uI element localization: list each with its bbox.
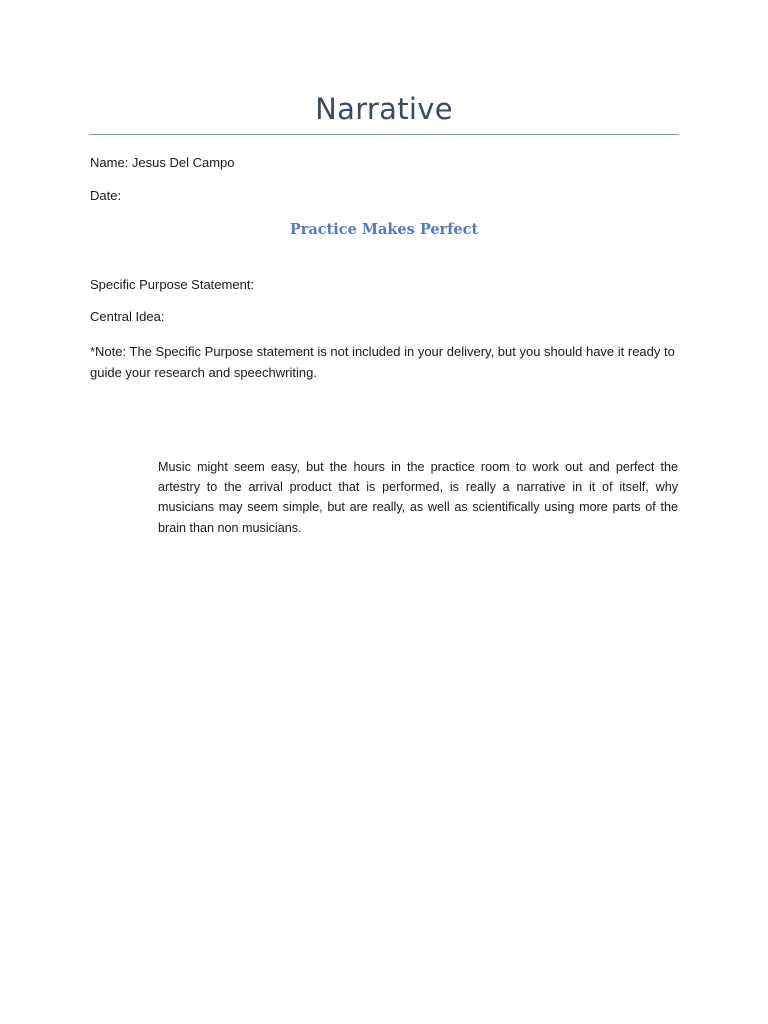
name-field: Name: Jesus Del Campo	[90, 155, 235, 170]
title-underline-rule	[89, 134, 679, 135]
body-paragraph: Music might seem easy, but the hours in the practice room to work out and perfect the artestry to the arrival product that is performed, is really a narrative in it of itself, why musicians may seem simple, but are really, as well as scientifically using more parts of the brain than non musicians.	[158, 460, 678, 535]
speech-title: Practice Makes Perfect	[289, 221, 479, 238]
document-title: Narrative	[315, 92, 453, 126]
purpose-note: *Note: The Specific Purpose statement is not included in your delivery, but you should have it ready to guide your research and speechwriting.	[90, 344, 675, 380]
specific-purpose-field: Specific Purpose Statement:	[90, 277, 255, 292]
date-field: Date:	[90, 188, 122, 203]
central-idea-field: Central Idea:	[90, 309, 165, 324]
